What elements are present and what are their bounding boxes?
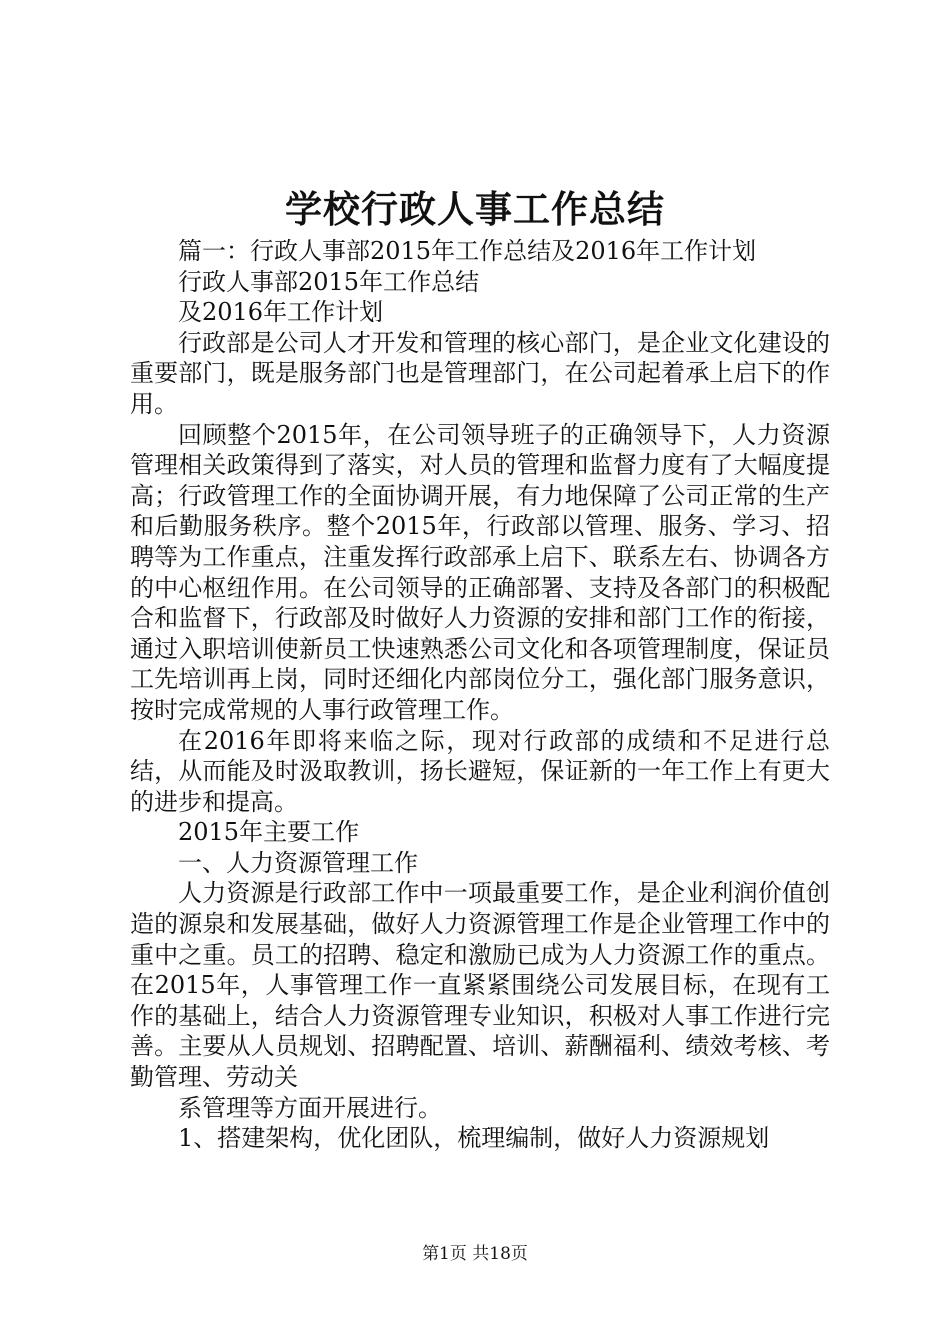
- document-title: 学校行政人事工作总结: [285, 187, 665, 231]
- paragraph-part-heading: 篇一：行政人事部2015年工作总结及2016年工作计划: [178, 237, 757, 265]
- document-body: [130, 236, 830, 1154]
- paragraph-review: 回顾整个2015年，在公司领导班子的正确领导下，人力资源管理相关政策得到了落实，对人员的管理和监督力度有了大幅度提高；行政管理工作的全面协调开展，有力地保障了公司正常的生产和后勤服务秩序。整个2015年，行政部以管理、服务、学习、招聘等为工作重点，注重发挥行政部承上启下、联系左右、协调各方的中心枢纽作用。在公司领导的正确部署、支持及各部门的积极配合和监督下，行政部及时做好人力资源的安排和部门工作的衔接，通过入职培训使新员工快速熟悉公司文化和各项管理制度，保证员工先培训再上岗，同时还细化内部岗位分工，强化部门服务意识，按时完成常规的人事行政管理工作。: [130, 420, 830, 724]
- paragraph-subtitle-line2: 及2016年工作计划: [178, 298, 384, 327]
- section-heading-hr: 一、人力资源管理工作: [178, 848, 418, 877]
- paragraph-outlook: 在2016年即将来临之际，现对行政部的成绩和不足进行总结，从而能及时汲取教训，扬长避短，保证新的一年工作上有更大的进步和提高。: [130, 726, 830, 816]
- paragraph-hr-continued: 系管理等方面开展进行。: [178, 1093, 442, 1122]
- paragraph-hr: 人力资源是行政部工作中一项最重要工作，是企业利润价值创造的源泉和发展基础，做好人力资源管理工作是企业管理工作中的重中之重。员工的招聘、稳定和激励已成为人力资源工作的重点。在2015年，人事管理工作一直紧紧围绕公司发展目标，在现有工作的基础上，结合人力资源管理专业知识，积极对人事工作进行完善。主要从人员规划、招聘配置、培训、薪酬福利、绩效考核、考勤管理、劳动关: [130, 879, 830, 1092]
- paragraph-subtitle-line1: 行政人事部2015年工作总结: [178, 267, 480, 296]
- subsection-heading-1: 1、搭建架构，优化团队，梳理编制，做好人力资源规划: [178, 1124, 770, 1153]
- page-footer: 第1页 共18页: [422, 1244, 528, 1264]
- paragraph-intro: 行政部是公司人才开发和管理的核心部门，是企业文化建设的重要部门，既是服务部门也是管理部门，在公司起着承上启下的作用。: [130, 328, 830, 418]
- section-heading-main-work: 2015年主要工作: [178, 818, 360, 847]
